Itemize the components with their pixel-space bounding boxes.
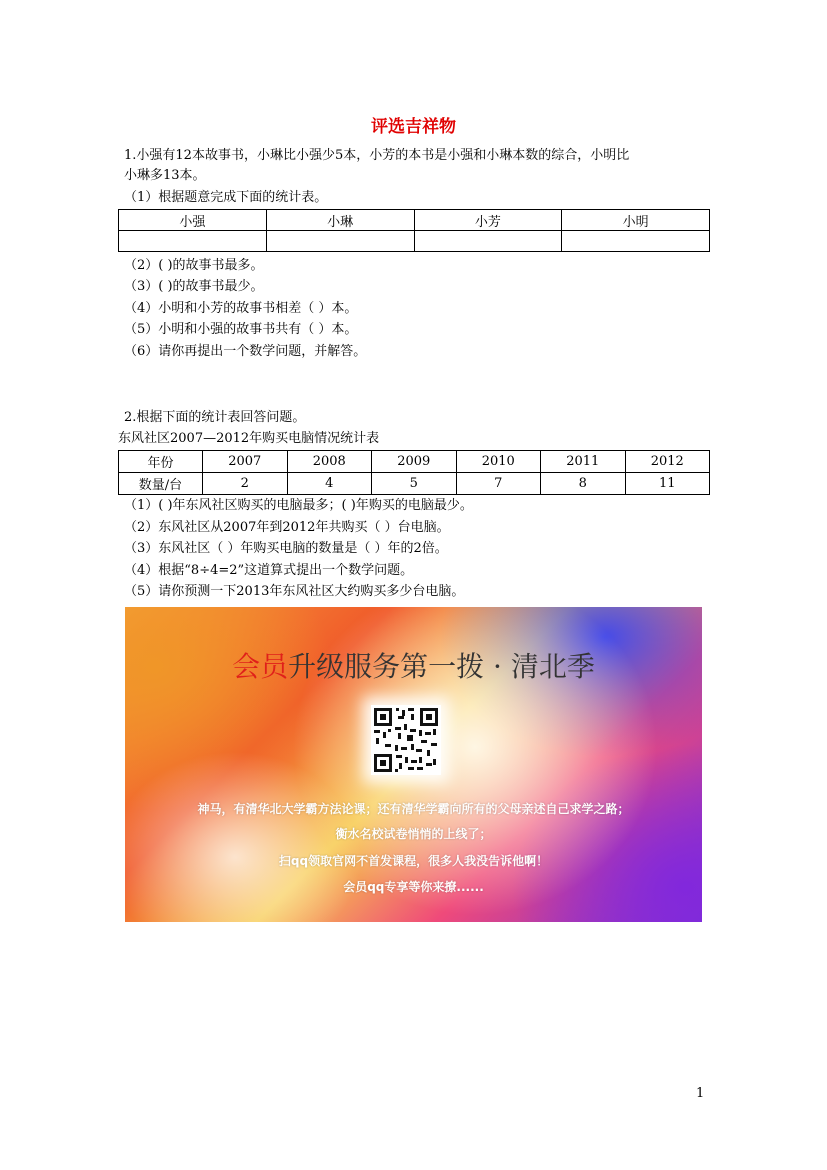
count-cell: 8 [541, 473, 626, 495]
banner-text-line1: 神马，有清华北大学霸方法论课；还有清华学霸向所有的父母亲述自己求学之路； [197, 802, 630, 816]
year-cell: 2012 [625, 451, 710, 473]
header-cell-xiaoqiang: 小强 [119, 210, 267, 231]
q2-table-title: 东风社区2007—2012年购买电脑情况统计表 [118, 431, 380, 446]
year-cell: 2011 [541, 451, 626, 473]
banner-text-line4: 会员qq专享等你来撩...... [343, 880, 484, 894]
page-title: 评选吉祥物 [371, 117, 456, 137]
value-cell-xiaolin [266, 231, 414, 252]
banner-text-line2: 衡水名校试卷悄悄的上线了； [335, 827, 492, 841]
q1-sub1: （1）根据题意完成下面的统计表。 [124, 190, 328, 205]
q1-sub2: （2）( )的故事书最多。 [124, 258, 264, 273]
q2-sub4: （4）根据“8÷4=2”这道算式提出一个数学问题。 [124, 563, 414, 578]
count-cell: 7 [456, 473, 541, 495]
banner-title-highlight: 会员 [232, 650, 289, 683]
table-row [119, 451, 710, 473]
q2-text-line1: 2.根据下面的统计表回答问题。 [124, 410, 306, 425]
header-cell-xiaolin: 小琳 [266, 210, 414, 231]
table-row [119, 231, 710, 252]
row-label-count: 数量/台 [119, 473, 203, 495]
year-cell: 2009 [372, 451, 457, 473]
q1-stat-table [118, 209, 710, 252]
q2-sub2: （2）东风社区从2007年到2012年共购买（ ）台电脑。 [124, 520, 450, 535]
count-cell: 2 [203, 473, 288, 495]
q1-text-line1: 1.小强有12本故事书，小琳比小强少5本，小芳的本书是小强和小琳本数的综合，小明比 [124, 148, 630, 163]
q1-sub4: （4）小明和小芳的故事书相差（ ）本。 [124, 301, 358, 316]
row-label-year: 年份 [119, 451, 203, 473]
page-number: 1 [696, 1086, 705, 1101]
qr-code-icon[interactable] [371, 705, 441, 775]
q2-sub3: （3）东风社区（ ）年购买电脑的数量是（ ）年的2倍。 [124, 541, 448, 556]
header-cell-xiaoming: 小明 [562, 210, 710, 231]
value-cell-xiaofang [414, 231, 562, 252]
table-row [119, 473, 710, 495]
promo-banner [125, 607, 702, 922]
count-cell: 5 [372, 473, 457, 495]
q2-stat-table [118, 450, 710, 495]
year-cell: 2007 [203, 451, 288, 473]
q1-sub3: （3）( )的故事书最少。 [124, 279, 264, 294]
banner-text-line3: 扫qq领取官网不首发课程，很多人我没告诉他啊！ [278, 854, 549, 868]
count-cell: 11 [625, 473, 710, 495]
table-row [119, 210, 710, 231]
value-cell-xiaoqiang [119, 231, 267, 252]
q2-sub5: （5）请你预测一下2013年东风社区大约购买多少台电脑。 [124, 584, 465, 599]
header-cell-xiaofang: 小芳 [414, 210, 562, 231]
year-cell: 2010 [456, 451, 541, 473]
year-cell: 2008 [287, 451, 372, 473]
q1-sub5: （5）小明和小强的故事书共有（ ）本。 [124, 322, 358, 337]
value-cell-xiaoming [562, 231, 710, 252]
count-cell: 4 [287, 473, 372, 495]
q2-sub1: （1）( )年东风社区购买的电脑最多；( )年购买的电脑最少。 [124, 498, 473, 513]
q1-text-line2: 小琳多13本。 [124, 168, 206, 183]
banner-title [125, 645, 702, 685]
banner-title-rest: 升级服务第一拨 · 清北季 [288, 650, 595, 683]
q1-sub6: （6）请你再提出一个数学问题，并解答。 [124, 344, 367, 359]
